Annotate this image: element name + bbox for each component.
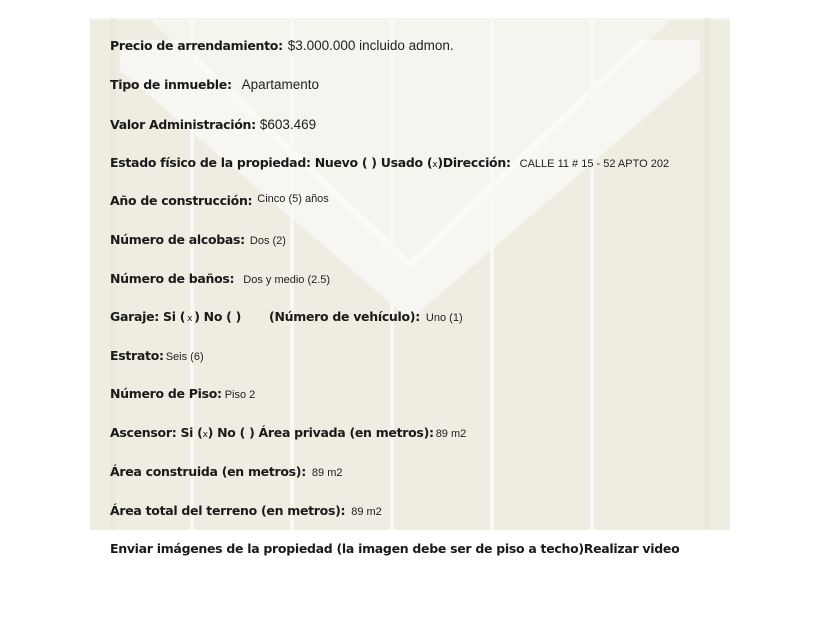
field-imagenes [110, 541, 679, 556]
field-estrato [110, 348, 204, 363]
construida-value: 89 m2 [311, 467, 343, 479]
imagenes-label: Enviar imágenes de la propiedad (la imagen debe ser de piso a techo)Realizar video [110, 541, 680, 556]
field-precio [110, 38, 454, 53]
field-estado [110, 155, 669, 170]
anio-label: Año de construcción: [110, 193, 253, 208]
terreno-value: 89 m2 [351, 506, 382, 518]
field-piso [110, 386, 255, 401]
piso-label: Número de Piso: [110, 386, 222, 401]
estrato-value: Seis (6) [165, 351, 204, 363]
estado-label: Estado físico de la propiedad: Nuevo ( ) Usado ( [110, 155, 433, 170]
area-privada-value: 89 m2 [435, 428, 467, 440]
garaje-label-a: Garaje: Si ( [110, 309, 186, 324]
vehiculo-value: Uno (1) [425, 312, 463, 324]
field-administracion [110, 117, 316, 132]
vehiculo-label: (Número de vehículo): [269, 309, 420, 324]
direccion-label: Dirección: [442, 155, 511, 170]
terreno-label: Área total del terreno (en metros): [110, 503, 346, 518]
field-alcobas [110, 232, 286, 247]
banos-value: Dos y medio (2.5) [243, 274, 331, 286]
anio-value: Cinco (5) años [257, 193, 329, 205]
tipo-label: Tipo de inmueble: [110, 77, 232, 92]
administracion-value: $603.469 [259, 117, 317, 132]
administracion-label: Valor Administración: [110, 117, 256, 132]
banos-label: Número de baños: [110, 271, 235, 286]
field-garaje [110, 309, 463, 324]
field-anio [110, 193, 329, 208]
ascensor-mark: x [202, 430, 208, 440]
field-ascensor [110, 425, 466, 440]
ascensor-label-b: ) No ( ) Área privada (en metros): [207, 425, 434, 440]
field-banos [110, 271, 330, 286]
field-construida [110, 464, 343, 479]
direccion-value: CALLE 11 # 15 - 52 APTO 202 [519, 158, 670, 170]
alcobas-value: Dos (2) [249, 235, 286, 247]
alcobas-label: Número de alcobas: [110, 232, 245, 247]
ascensor-label-a: Ascensor: Si ( [110, 425, 203, 440]
estado-close: ) [437, 155, 443, 170]
garaje-mark: x [187, 314, 193, 324]
estado-mark: x [432, 160, 438, 170]
precio-value: $3.000.000 incluido admon. [287, 38, 454, 53]
field-terreno [110, 503, 382, 518]
field-tipo [110, 77, 319, 92]
garaje-label-b: ) No ( ) [194, 309, 242, 324]
construida-label: Área construida (en metros): [110, 464, 306, 479]
tipo-value: Apartamento [241, 77, 319, 92]
estrato-label: Estrato: [110, 348, 164, 363]
precio-label: Precio de arrendamiento: [110, 38, 283, 53]
piso-value: Piso 2 [224, 389, 256, 401]
